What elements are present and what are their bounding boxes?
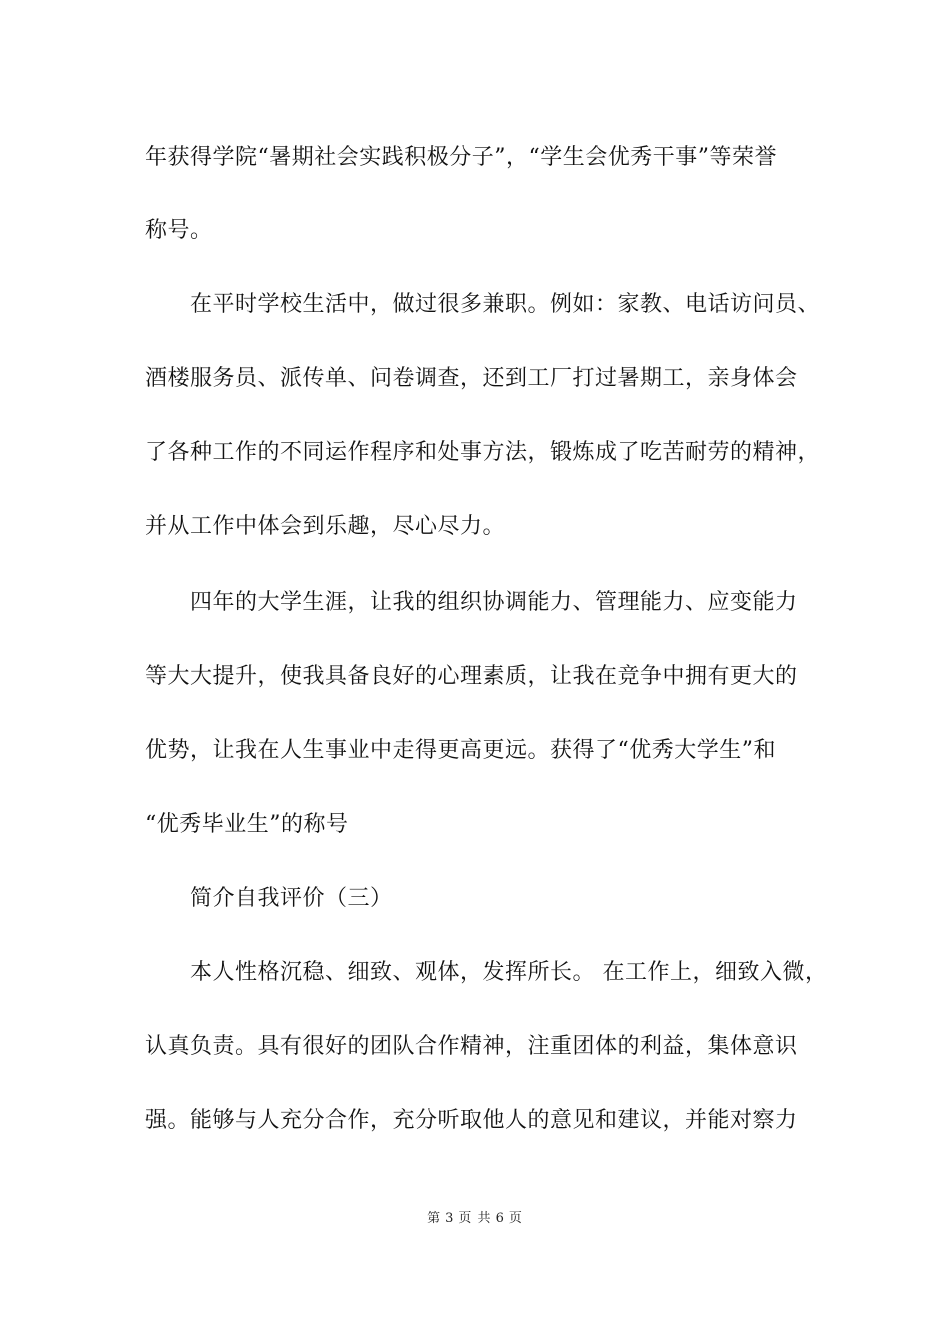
body-text-line: 等大大提升，使我具备良好的心理素质，让我在竞争中拥有更大的	[145, 664, 798, 689]
body-text-line: 年获得学院“暑期社会实践积极分子”，“学生会优秀干事”等荣誉	[145, 145, 777, 170]
body-text-line: 强。能够与人充分合作，充分听取他人的意见和建议，并能对察力	[145, 1108, 798, 1133]
body-text-line: 四年的大学生涯，让我的组织协调能力、管理能力、应变能力	[190, 590, 798, 615]
body-text-line: 了各种工作的不同运作程序和处事方法，锻炼成了吃苦耐劳的精神，	[145, 440, 821, 465]
body-text-line: 本人性格沉稳、细致、观体，发挥所长。 在工作上，细致入微，	[190, 960, 828, 985]
footer-total-pages: 6	[495, 1211, 505, 1226]
body-text-line: 酒楼服务员、派传单、问卷调查，还到工厂打过暑期工，亲身体会	[145, 366, 798, 391]
footer-middle: 页 共	[458, 1211, 492, 1226]
footer-current-page: 3	[445, 1211, 455, 1226]
footer-prefix: 第	[427, 1211, 442, 1226]
page-footer	[0, 1210, 950, 1228]
body-text-line: 称号。	[145, 218, 213, 243]
body-text-line: 在平时学校生活中，做过很多兼职。例如：家教、电话访问员、	[190, 292, 821, 317]
body-text-line: “优秀毕业生”的称号	[145, 812, 349, 837]
section-heading: 简介自我评价（三）	[190, 886, 393, 911]
footer-suffix: 页	[508, 1211, 523, 1226]
body-text-line: 认真负责。具有很好的团队合作精神，注重团体的利益，集体意识	[145, 1034, 798, 1059]
body-text-line: 并从工作中体会到乐趣，尽心尽力。	[145, 514, 506, 539]
body-text-line: 优势，让我在人生事业中走得更高更远。获得了“优秀大学生”和	[145, 738, 776, 763]
